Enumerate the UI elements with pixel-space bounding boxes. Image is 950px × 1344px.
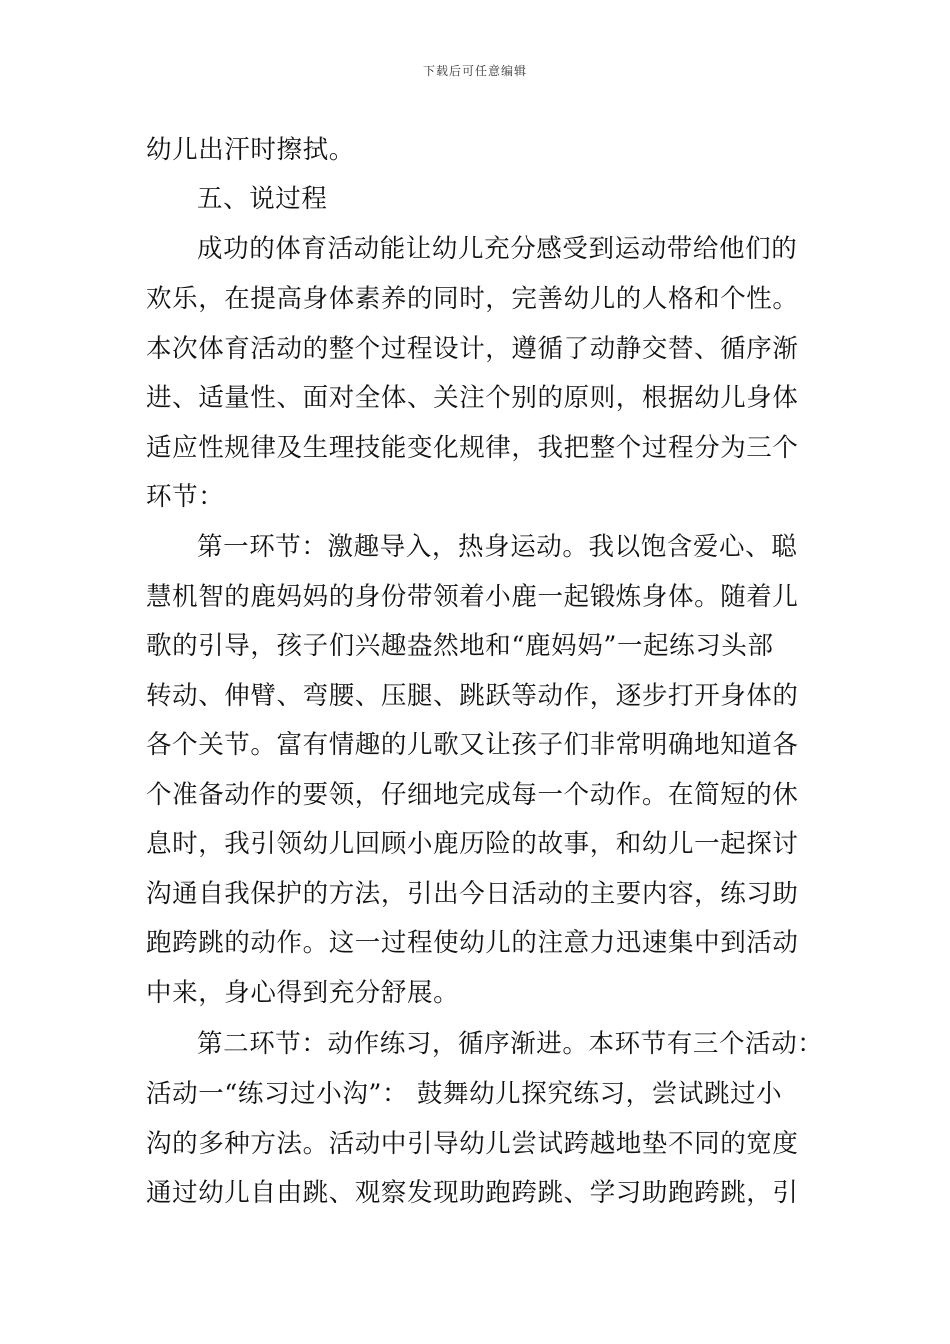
text-line: 沟的多种方法。活动中引导幼儿尝试跨越地垫不同的宽度 xyxy=(146,1129,799,1159)
text-line: 转动、伸臂、弯腰、压腿、跳跃等动作，逐步打开身体的 xyxy=(146,681,799,711)
text-line: 环节： xyxy=(146,482,225,512)
text-line: 本次体育活动的整个过程设计，遵循了动静交替、循序渐 xyxy=(146,334,799,364)
text-line: 第二环节：动作练习，循序渐进。本环节有三个活动： xyxy=(197,1029,824,1059)
text-line: 第一环节：激趣导入，热身运动。我以饱含爱心、聪 xyxy=(197,532,798,562)
text-line: 个准备动作的要领，仔细地完成每一个动作。在简短的休 xyxy=(146,780,799,810)
text-line: 幼儿出汗时擦拭。 xyxy=(146,135,355,165)
text-line: 中来，身心得到充分舒展。 xyxy=(146,978,460,1008)
text-line: 适应性规律及生理技能变化规律，我把整个过程分为三个 xyxy=(146,433,799,463)
text-line: 欢乐，在提高身体素养的同时，完善幼儿的人格和个性。 xyxy=(146,284,799,314)
text-line: 进、适量性、面对全体、关注个别的原则，根据幼儿身体 xyxy=(146,383,799,413)
text-line: 通过幼儿自由跳、观察发现助跑跨跳、学习助跑跨跳，引 xyxy=(146,1178,799,1208)
text-line: 活动一“练习过小沟”： 鼓舞幼儿探究练习，尝试跳过小 xyxy=(146,1079,783,1109)
text-line: 跑跨跳的动作。这一过程使幼儿的注意力迅速集中到活动 xyxy=(146,928,799,958)
text-line: 成功的体育活动能让幼儿充分感受到运动带给他们的 xyxy=(197,234,798,264)
text-line: 慧机智的鹿妈妈的身份带领着小鹿一起锻炼身体。随着儿 xyxy=(146,582,799,612)
text-line: 各个关节。富有情趣的儿歌又让孩子们非常明确地知道各 xyxy=(146,730,799,760)
text-line: 沟通自我保护的方法，引出今日活动的主要内容，练习助 xyxy=(146,879,799,909)
header-note: 下载后可任意编辑 xyxy=(422,64,527,78)
text-line: 息时，我引领幼儿回顾小鹿历险的故事，和幼儿一起探讨 xyxy=(146,829,799,859)
text-line: 歌的引导，孩子们兴趣盎然地和“鹿妈妈”一起练习头部 xyxy=(146,631,774,661)
section-heading: 五、说过程 xyxy=(197,184,328,214)
